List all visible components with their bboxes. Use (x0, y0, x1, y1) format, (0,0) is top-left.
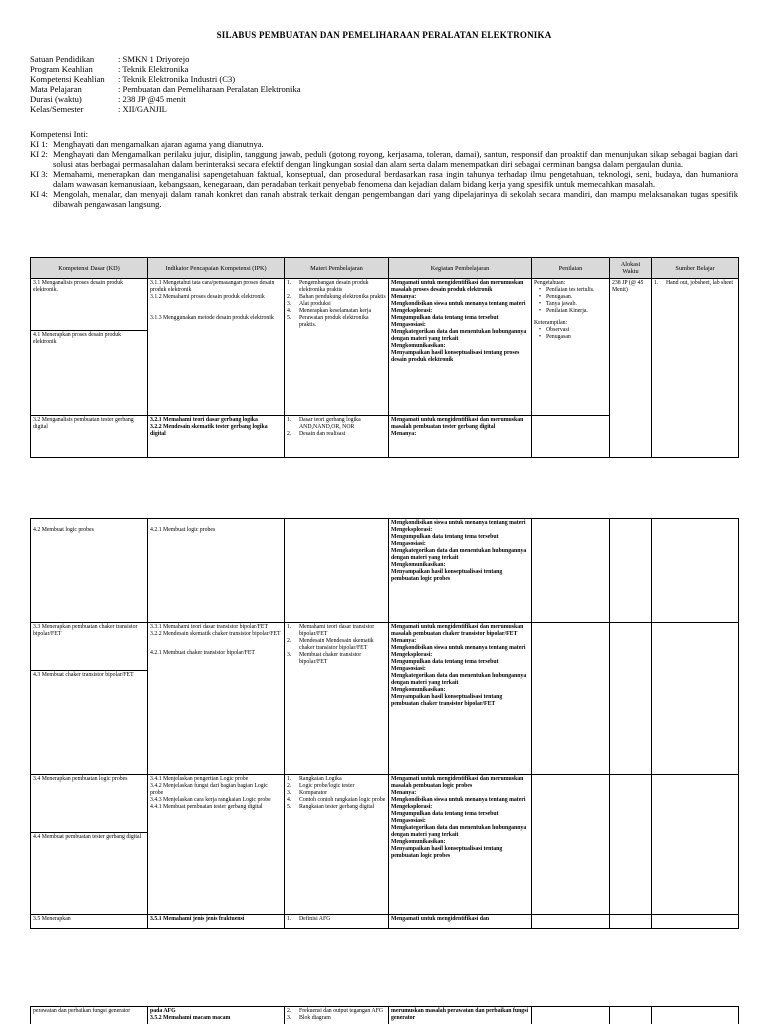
kd-cell: 4.4 Membuat pembuatan tester gerbang digital (31, 833, 148, 915)
header-penilaian: Penilaian (532, 258, 610, 279)
kegiatan-cell: Mengkondisikan siswa untuk menanya tentang materi Mengeksplorasi: Mengumpulkan data tentang tema tersebut Mengasosiasi: Mengkategorikan data dan menentukan hubungannya dengan materi yang terkait Mengkomunikasikan: Menyampaikan hasil konseptualisasi tentang pembuatan logic probes (389, 519, 532, 623)
materi-item: 2. Desain dan realisasi (287, 431, 346, 437)
penilaian-item: • Penilaian Kinerja. (538, 308, 588, 314)
materi-item: 1. Dasar teori gerbang logika AND,NAND,OR, NOR (287, 417, 361, 430)
header-materi: Materi Pembelajaran (285, 258, 389, 279)
kd-cell: 3.5 Menerapkan (31, 915, 148, 929)
identity-row (30, 104, 301, 114)
kegiatan-cell: Mengamati untuk mengidentifikasi dan (389, 915, 532, 929)
header-kd: Kompetensi Dasar (KD) (31, 258, 148, 279)
page-gap (0, 478, 768, 518)
materi-item: 5. Perawatan produk elektronika praktis. (287, 315, 369, 328)
ipk-cell: 3.3.1 Memahami teori dasar transistor bipolar/FET 3.2.2 Mendesain skematik chaker transistor bipolar/FET 4.2.1 Membuat chaker transistor bipolar/FET (148, 623, 285, 775)
materi-item: 5. Rangkaian tester gerbang digital (287, 804, 375, 810)
kd-cell: 4.3 Membuat chaker transistor bipolar/FET (31, 671, 148, 775)
page-2 (0, 518, 768, 950)
page-gap (0, 950, 768, 1006)
ki-text: Mengolah, menalar, dan menyaji dalam ranah konkret dan ranah abstrak terkait dengan pengembangan dari yang dipelajarinya di sekolah secara mandiri, dan mampu melaksanakan tugas spesifik dibawah pengawasan langsung. (53, 189, 738, 209)
identity-value: : XII/GANJIL (118, 104, 167, 114)
kegiatan-cell: Mengamati untuk mengidentifikasi dan merumuskan masalah proses desain produk elektronik Menanya: Mengkondisikan siswa untuk menanya tentang materi Mengeksplorasi: Mengumpulkan data tentang tema tersebut Mengasosiasi: Mengkategorikan data dan menentukan hubungannya dengan materi yang terkait Mengkomunikasikan: Menyampaikan hasil konseptualisasi tentang proses desain produk elektronik (389, 279, 532, 416)
materi-cell (285, 1007, 389, 1024)
materi-item: 1. Definisi AFG (287, 916, 331, 922)
page-1 (0, 0, 768, 478)
materi-item: 3. Blok diagram (287, 1015, 331, 1021)
ipk-cell: pada AFG 3.5.2 Memahami macam macam (148, 1007, 285, 1024)
materi-item: 3. Komparator (287, 790, 328, 796)
ki-item (30, 169, 738, 189)
ipk-item: 3.1.2 Memahami proses desain produk elektronik (150, 294, 265, 300)
kegiatan-cell: Mengamati untuk mengidentifikasi dan merumuskan masalah pembuatan tester gerbang digital Menanya: (389, 416, 532, 458)
header-sumber: Sumber Belajar (652, 258, 739, 279)
ki-label: KI 4: (30, 189, 48, 199)
materi-item: 4. Contoh contoh rangkaian logic probe (287, 797, 386, 803)
ki-text: Menghayati dan Mengamalkan perilaku jujur, disiplin, tanggung jawab, peduli (gotong royong, kerjasama, toleran, damai), santun, responsif dan proaktif dan menunjukan sikap sebagai bagian dari solusi atas berbagai permasalahan dalam berinteraksi secara efektif dengan lingkungan sosial dan alam serta dalam menempatkan diri sebagai cerminan bangsa dalam pergaulan dunia. (53, 149, 738, 169)
ki-label: KI 2: (30, 149, 48, 159)
kegiatan-cell: merumuskan masalah perawatan dan perbaikan fungsi generator (389, 1007, 532, 1024)
identity-label: Program Keahlian (30, 64, 93, 74)
ki-label: KI 1: (30, 139, 48, 149)
kegiatan-cell: Mengamati untuk mengidentifikasi dan merumuskan masalah pembuatan chaker transistor bipolar/FET Menanya: Mengkondisikan siswa untuk menanya tentang materi Mengeksplorasi: Mengumpulkan data tentang tema tersebut Mengasosiasi: Mengkategorikan data dan menentukan hubungannya dengan materi yang terkait Mengkomunikasikan: Menyampaikan hasil konseptualisasi tentang pembuatan chaker transistor bipolar/FET (389, 623, 532, 775)
identity-value: : SMKN 1 Driyorejo (118, 54, 190, 64)
kd-cell: 3.2 Menganalisis pembuatan tester gerbang digital (31, 416, 148, 458)
kd-cell: perawatan dan perbaikan fungsi generator (31, 1007, 148, 1024)
identity-row (30, 94, 301, 104)
materi-cell (285, 775, 389, 915)
penilaian-cell (532, 915, 610, 929)
materi-cell (285, 279, 389, 416)
identity-label: Durasi (waktu) (30, 94, 82, 104)
alokasi-cell (610, 519, 652, 623)
penilaian-item: • Penugasan. (538, 294, 573, 300)
penilaian-cell: Pengetahuan: • Penilaian tes tertulis. • Penugasan. • Tanya jawab. • Penilaian Kinerja. Keterampilan: • Observasi • Penugasan (532, 279, 610, 416)
penilaian-item: • Observasi (538, 327, 570, 333)
header-ipk: Indikator Pencapaian Kompetensi (IPK) (148, 258, 285, 279)
materi-item: 3. Alat produksi (287, 301, 331, 307)
identity-row (30, 74, 301, 84)
page-3 (0, 1006, 768, 1024)
penilaian-item: • Penilaian tes tertulis. (538, 287, 595, 293)
header-kegiatan: Kegiatan Pembelajaran (389, 258, 532, 279)
alokasi-cell (610, 775, 652, 915)
ipk-cell: 4.2.1 Membuat logic probes (148, 519, 285, 623)
alokasi-cell (610, 1007, 652, 1024)
syllabus-table-p3 (30, 1006, 739, 1024)
sumber-cell (652, 1007, 739, 1024)
kd-cell: 3.3 Menerapkan pembuatan chaker transistor bipolar/FET (31, 623, 148, 671)
identity-label: Kompetensi Keahlian (30, 74, 105, 84)
materi-item: 2. Frekuensi dan output tegangan AFG (287, 1008, 384, 1014)
kegiatan-cell: Mengamati untuk mengidentifikasi dan merumuskan masalah pembuatan logic probes Menanya: Mengkondisikan siswa untuk menanya tentang materi Mengeksplorasi: Mengumpulkan data tentang tema tersebut Mengasosiasi: Mengkategorikan data dan menentukan hubungannya dengan materi yang terkait Mengkomunikasikan: Menyampaikan hasil konseptualisasi tentang pembuatan logic probes (389, 775, 532, 915)
penilaian-cell (532, 623, 610, 775)
ipk-cell: 3.4.1 Menjelaskan pengertian Logic probe 3.4.2 Menjelaskan fungsi dari bagian bagian Logic probe 3.4.3 Menjelaskan cara kerja rangkaian Logic probe 4.4.1 Membuat pembuatan tester gerbang digital (148, 775, 285, 915)
identity-row (30, 84, 301, 94)
kd-cell: 4.2 Membuat logic probes (31, 519, 148, 623)
penilaian-item: • Tanya jawab. (538, 301, 577, 307)
identity-label: Kelas/Semester (30, 104, 84, 114)
alokasi-cell (610, 623, 652, 775)
document-title: SILABUS PEMBUATAN DAN PEMELIHARAAN PERALATAN ELEKTRONIKA (216, 30, 552, 40)
ki-item (30, 139, 738, 149)
materi-item: 1. Pengembangan desain produk elektronika praktis (287, 280, 369, 293)
materi-item: 4. Menerapkan keselamatan kerja (287, 308, 372, 314)
materi-cell (285, 416, 389, 458)
penilaian-cell (532, 519, 610, 623)
header-alokasi: Alokasi Waktu (610, 258, 652, 279)
kd-cell: 3.1 Menganalisis proses desain produk elektronik. (31, 279, 148, 331)
penilaian-cell (532, 775, 610, 915)
penilaian-item: • Penugasan (538, 334, 571, 340)
ki-item (30, 149, 738, 169)
materi-cell (285, 519, 389, 623)
identity-value: : 238 JP @45 menit (118, 94, 186, 104)
sumber-cell (652, 623, 739, 775)
identity-row (30, 54, 301, 64)
alokasi-cell: 238 JP (@ 45 Menit) (610, 279, 652, 458)
identity-label: Satuan Pendidikan (30, 54, 95, 64)
materi-cell (285, 623, 389, 775)
ipk-cell: 3.5.1 Memahami jenis jenis fraktuensi (148, 915, 285, 929)
penilaian-cell (532, 1007, 610, 1024)
sumber-cell (652, 915, 739, 929)
materi-cell (285, 915, 389, 929)
ipk-cell (148, 279, 285, 416)
kd-cell: 4.1 Menerapkan proses desain produk elektronik (31, 331, 148, 416)
materi-item: 3. Membuat chaker transistor bipolar/FET (287, 652, 362, 665)
kompetensi-inti (30, 129, 738, 209)
ki-item (30, 189, 738, 209)
syllabus-table-p2 (30, 518, 739, 929)
ki-heading: Kompetensi Inti: (30, 129, 88, 139)
identity-label: Mata Pelajaran (30, 84, 82, 94)
kd-cell: 3.4 Menerapkan pembuatan logic probes (31, 775, 148, 833)
sumber-cell (652, 519, 739, 623)
alokasi-cell (610, 915, 652, 929)
ki-label: KI 3: (30, 169, 48, 179)
sumber-cell: 1. Hand out, jobsheet, lab sheet (652, 279, 739, 458)
syllabus-table-p1 (30, 257, 739, 458)
identity-row (30, 64, 301, 74)
ipk-cell: 3.2.1 Memahami teori dasar gerbang logika 3.2.2 Mendesain skematik tester gerbang logika digital (148, 416, 285, 458)
materi-item: 2. Mendesain Mendesain skematik chaker transistor bipolar/FET (287, 638, 374, 651)
ki-text: Menghayati dan mengamalkan ajaran agama yang dianutnya. (53, 139, 264, 149)
ki-text: Memahami, menerapkan dan menganalisi sapengetahuan faktual, konseptual, dan prosedural berdasarkan rasa ingin tahunya terhadap ilmu pengetahuan, teknologi, seni, budaya, dan humaniora dalam wawasan kemanusiaan, kebangsaan, kenegaraan, dan peradaban terkait penyebab fenomena dan kejadian dalam bidang kerja yang spesifik untuk memecahkan masalah. (53, 169, 738, 189)
identity-value: : Teknik Elektronika Industri (C3) (118, 74, 236, 84)
penilaian-cell (532, 416, 610, 458)
ipk-item: 3.1.3 Menggunakan metode desain produk elektronik (150, 315, 274, 321)
identity-block (30, 54, 301, 114)
identity-value: : Pembuatan dan Pemeliharaan Peralatan Elektronika (118, 84, 301, 94)
materi-item: 1. Rangkaian Logika (287, 776, 342, 782)
materi-item: 2. Logic probe/logic tester (287, 783, 355, 789)
ipk-item: 3.1.1 Mengetahui tata cara/pemasangan proses desain produk elektronik (150, 280, 275, 293)
sumber-cell (652, 775, 739, 915)
materi-item: 2. Bahan pendukung elektronika praktis (287, 294, 386, 300)
identity-value: : Teknik Elektronika (118, 64, 189, 74)
materi-item: 1. Memahami teori dasar transistor bipolar/FET (287, 624, 375, 637)
